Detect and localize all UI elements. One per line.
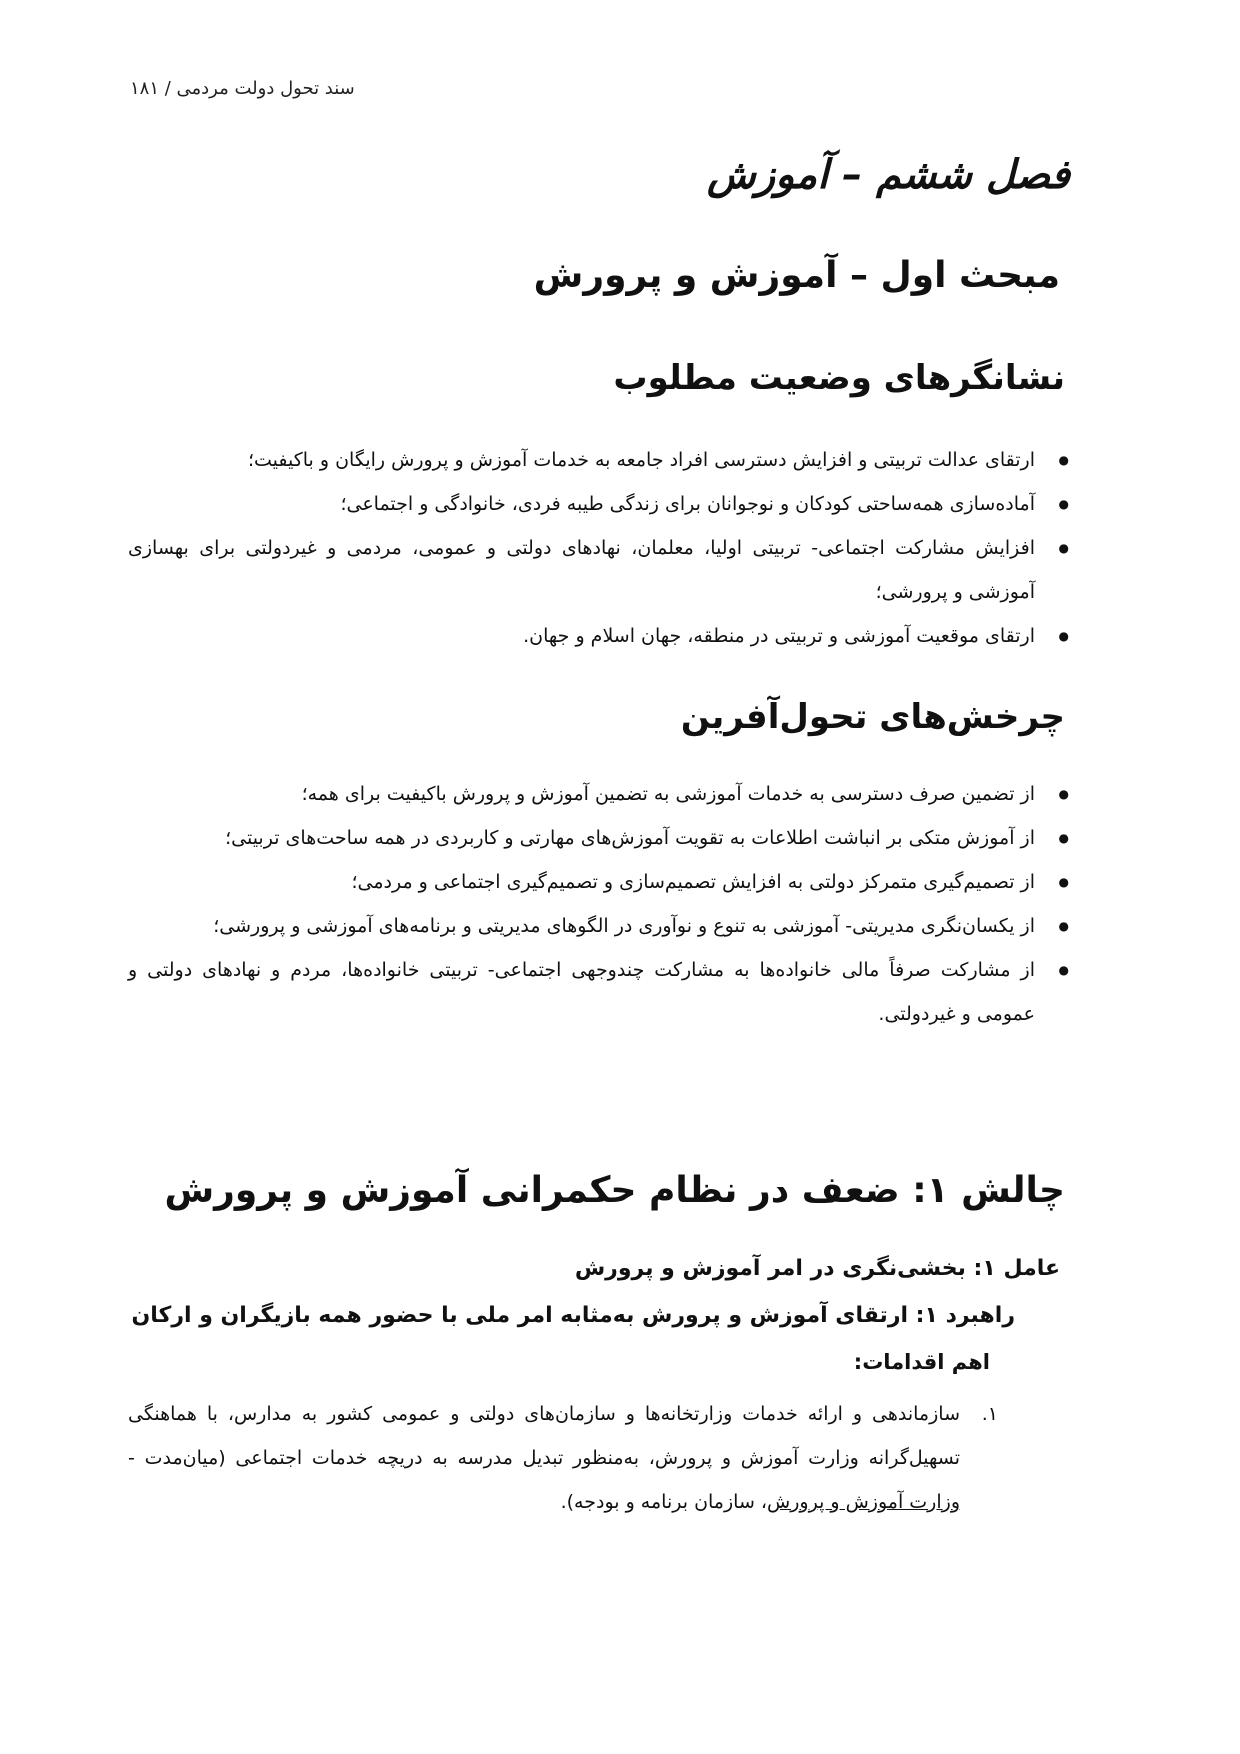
list-item: ● از آموزش متکی بر انباشت اطلاعات به تقویت آموزش‌های مهارتی و کاربردی در همه ساحت‌های تربیتی؛	[128, 816, 1035, 860]
list-item: ● از مشارکت صرفاً مالی خانواده‌ها به مشارکت چندوجهی اجتماعی- تربیتی خانواده‌ها، مردم و نهادهای دولتی و عمومی و غیردولتی.	[128, 948, 1035, 1036]
chapter-title: فصل ششم – آموزش	[706, 152, 1070, 198]
indicators-title: نشانگرهای وضعیت مطلوب	[613, 358, 1065, 398]
indicators-list	[128, 438, 1035, 658]
factor-heading: عامل ۱: بخشی‌نگری در امر آموزش و پرورش	[574, 1256, 1060, 1281]
section-title: مبحث اول – آموزش و پرورش	[533, 255, 1060, 296]
list-item: ● افزایش مشارکت اجتماعی- تربیتی اولیا، معلمان، نهادهای دولتی و عمومی، مردمی و غیردولتی برای بهسازی آموزشی و پرورشی؛	[128, 526, 1035, 614]
list-item: ● ارتقای عدالت تربیتی و افزایش دسترسی افراد جامعه به خدمات آموزش و پرورش رایگان و باکیفیت؛	[128, 438, 1035, 482]
actions-list	[128, 1392, 998, 1524]
lead-agency: وزارت آموزش و پرورش	[767, 1491, 960, 1513]
list-item: ● آماده‌سازی همه‌ساحتی کودکان و نوجوانان برای زندگی طیبه فردی، خانوادگی و اجتماعی؛	[128, 482, 1035, 526]
action-text: سازماندهی و ارائه خدمات وزارتخانه‌ها و سازمان‌های دولتی و عمومی کشور به مدارس، با هماهنگی تسهیل‌گرانه وزارت آموزش و پرورش، به‌منظور تبدیل مدرسه به دریچه خدمات اجتماعی (میان‌مدت -	[128, 1403, 960, 1469]
strategy-heading: راهبرد ۱: ارتقای آموزش و پرورش به‌مثابه امر ملی با حضور همه بازیگران و ارکان	[131, 1303, 1015, 1328]
running-header: سند تحول دولت مردمی / ۱۸۱	[130, 78, 355, 99]
list-item: ● از یکسان‌نگری مدیریتی- آموزشی به تنوع و نوآوری در الگوهای مدیریتی و برنامه‌های آموزشی و پرورشی؛	[128, 904, 1035, 948]
challenge-title: چالش ۱: ضعف در نظام حکمرانی آموزش و پرورش	[164, 1170, 1065, 1211]
actions-title: اهم اقدامات:	[853, 1350, 990, 1374]
action-tail: ، سازمان برنامه و بودجه).	[560, 1491, 768, 1513]
shifts-list	[128, 772, 1035, 1036]
list-item: ● ارتقای موقعیت آموزشی و تربیتی در منطقه، جهان اسلام و جهان.	[128, 614, 1035, 658]
action-number: ۱.	[981, 1403, 998, 1425]
shifts-title: چرخش‌های تحول‌آفرین	[680, 697, 1065, 737]
action-item	[128, 1392, 998, 1524]
list-item: ● از تضمین صرف دسترسی به خدمات آموزشی به تضمین آموزش و پرورش باکیفیت برای همه؛	[128, 772, 1035, 816]
list-item: ● از تصمیم‌گیری متمرکز دولتی به افزایش تصمیم‌سازی و تصمیم‌گیری اجتماعی و مردمی؛	[128, 860, 1035, 904]
